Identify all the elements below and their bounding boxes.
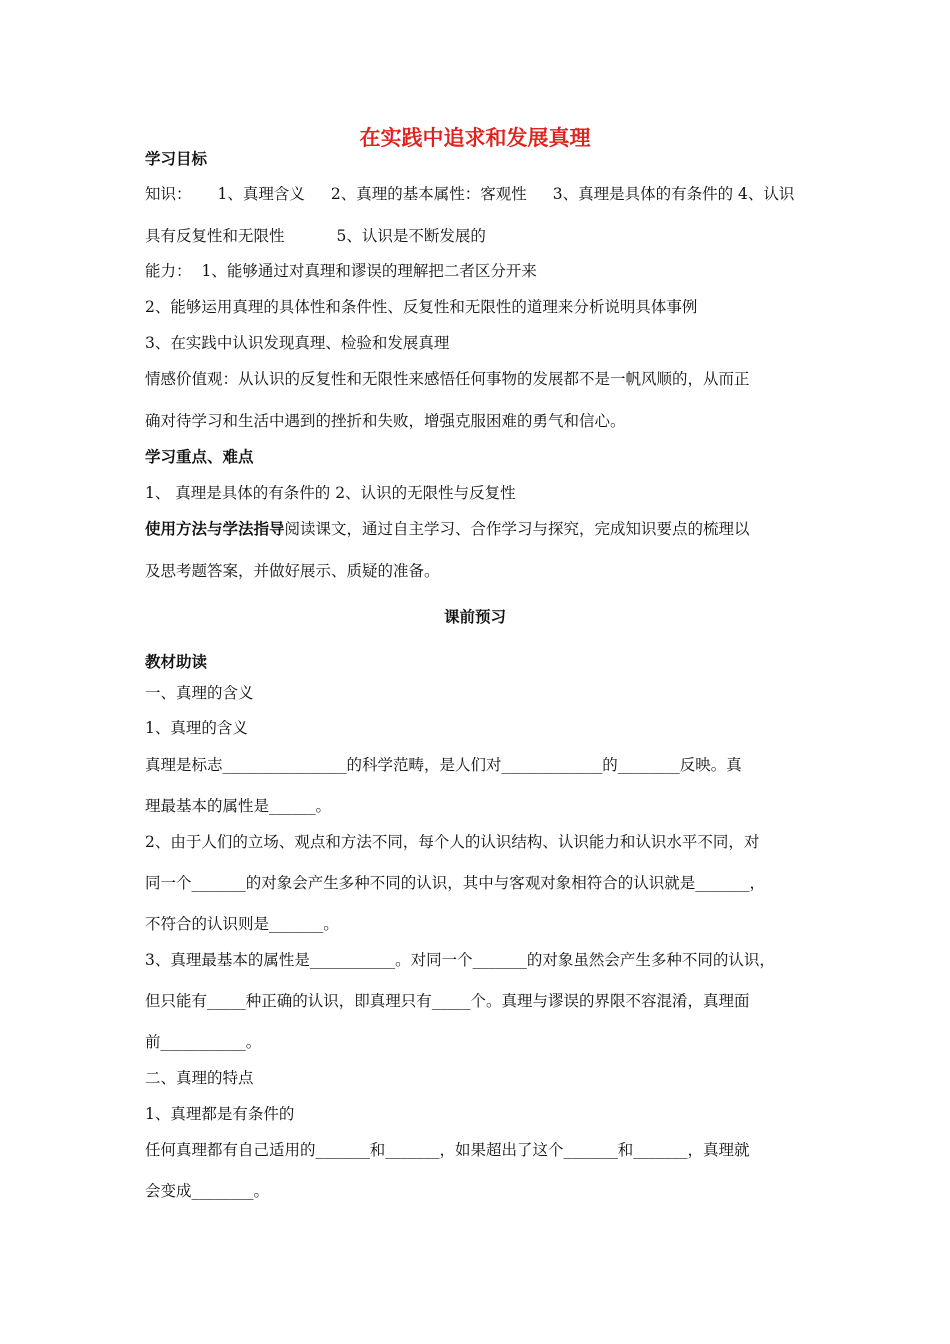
method-heading: 使用方法与学法指导	[145, 520, 285, 538]
ability-label: 能力：	[145, 262, 192, 280]
emotion-line-2: 确对待学习和生活中遇到的挫折和失败，增强克服困难的勇气和信心。	[145, 412, 626, 430]
method-line-1	[145, 522, 815, 538]
p2-line-2: 会变成________。	[145, 1182, 270, 1200]
preview-heading: 课前预习	[443, 608, 506, 626]
q2-line-3: 不符合的认识则是_______。	[145, 915, 339, 933]
knowledge-item-4: 5、认识是不断发展的	[336, 227, 486, 245]
part1-heading: 一、真理的含义	[145, 684, 254, 702]
p2-title: 1、真理都是有条件的	[145, 1105, 295, 1123]
q3-line-3: 前___________。	[145, 1033, 262, 1051]
key-points-content: 1、 真理是具体的有条件的 2、认识的无限性与反复性	[145, 484, 516, 502]
emotion-line-1: 情感价值观：从认识的反复性和无限性来感悟任何事物的发展都不是一帆风顺的，从而正	[145, 370, 750, 388]
textbook-guide-heading: 教材助读	[145, 653, 208, 671]
part2-heading: 二、真理的特点	[145, 1069, 254, 1087]
q2-line-1: 2、由于人们的立场、观点和方法不同，每个人的认识结构、认识能力和认识水平不同，对	[145, 833, 760, 851]
page-title: 在实践中追求和发展真理	[359, 126, 591, 150]
q3-line-1: 3、真理最基本的属性是___________。对同一个_______的对象虽然会产生多种不同的认识，	[145, 951, 775, 969]
knowledge-label: 知识：	[145, 185, 192, 203]
knowledge-line	[145, 187, 815, 203]
knowledge-item-3b: 具有反复性和无限性	[145, 227, 285, 245]
learning-goals-heading: 学习目标	[145, 150, 208, 168]
ability-item-1: 1、能够通过对真理和谬误的理解把二者区分开来	[201, 262, 537, 280]
ability-item-3: 3、在实践中认识发现真理、检验和发展真理	[145, 334, 450, 352]
knowledge-item-3: 3、真理是具体的有条件的 4、认识	[552, 185, 795, 203]
key-points-heading: 学习重点、难点	[145, 448, 254, 466]
ability-line	[145, 264, 815, 280]
knowledge-item-1: 1、真理含义	[217, 185, 305, 203]
q1-line-1: 真理是标志________________的科学范畴，是人们对_____________的________反映。真	[145, 756, 742, 774]
q2-line-2: 同一个_______的对象会产生多种不同的认识，其中与客观对象相符合的认识就是_______，	[145, 874, 766, 892]
ability-item-2: 2、能够运用真理的具体性和条件性、反复性和无限性的道理来分析说明具体事例	[145, 298, 698, 316]
q1-title: 1、真理的含义	[145, 719, 248, 737]
method-content-1: 阅读课文，通过自主学习、合作学习与探究，完成知识要点的梳理以	[284, 520, 750, 538]
q3-line-2: 但只能有_____种正确的认识，即真理只有_____个。真理与谬误的界限不容混淆，真理面	[145, 992, 750, 1010]
q1-line-2: 理最基本的属性是______。	[145, 797, 332, 815]
p2-line-1: 任何真理都有自己适用的_______和_______，如果超出了这个_______和_______，真理就	[145, 1141, 750, 1159]
knowledge-line-2	[145, 229, 815, 245]
knowledge-item-2: 2、真理的基本属性：客观性	[330, 185, 527, 203]
method-content-2: 及思考题答案，并做好展示、质疑的准备。	[145, 562, 440, 580]
